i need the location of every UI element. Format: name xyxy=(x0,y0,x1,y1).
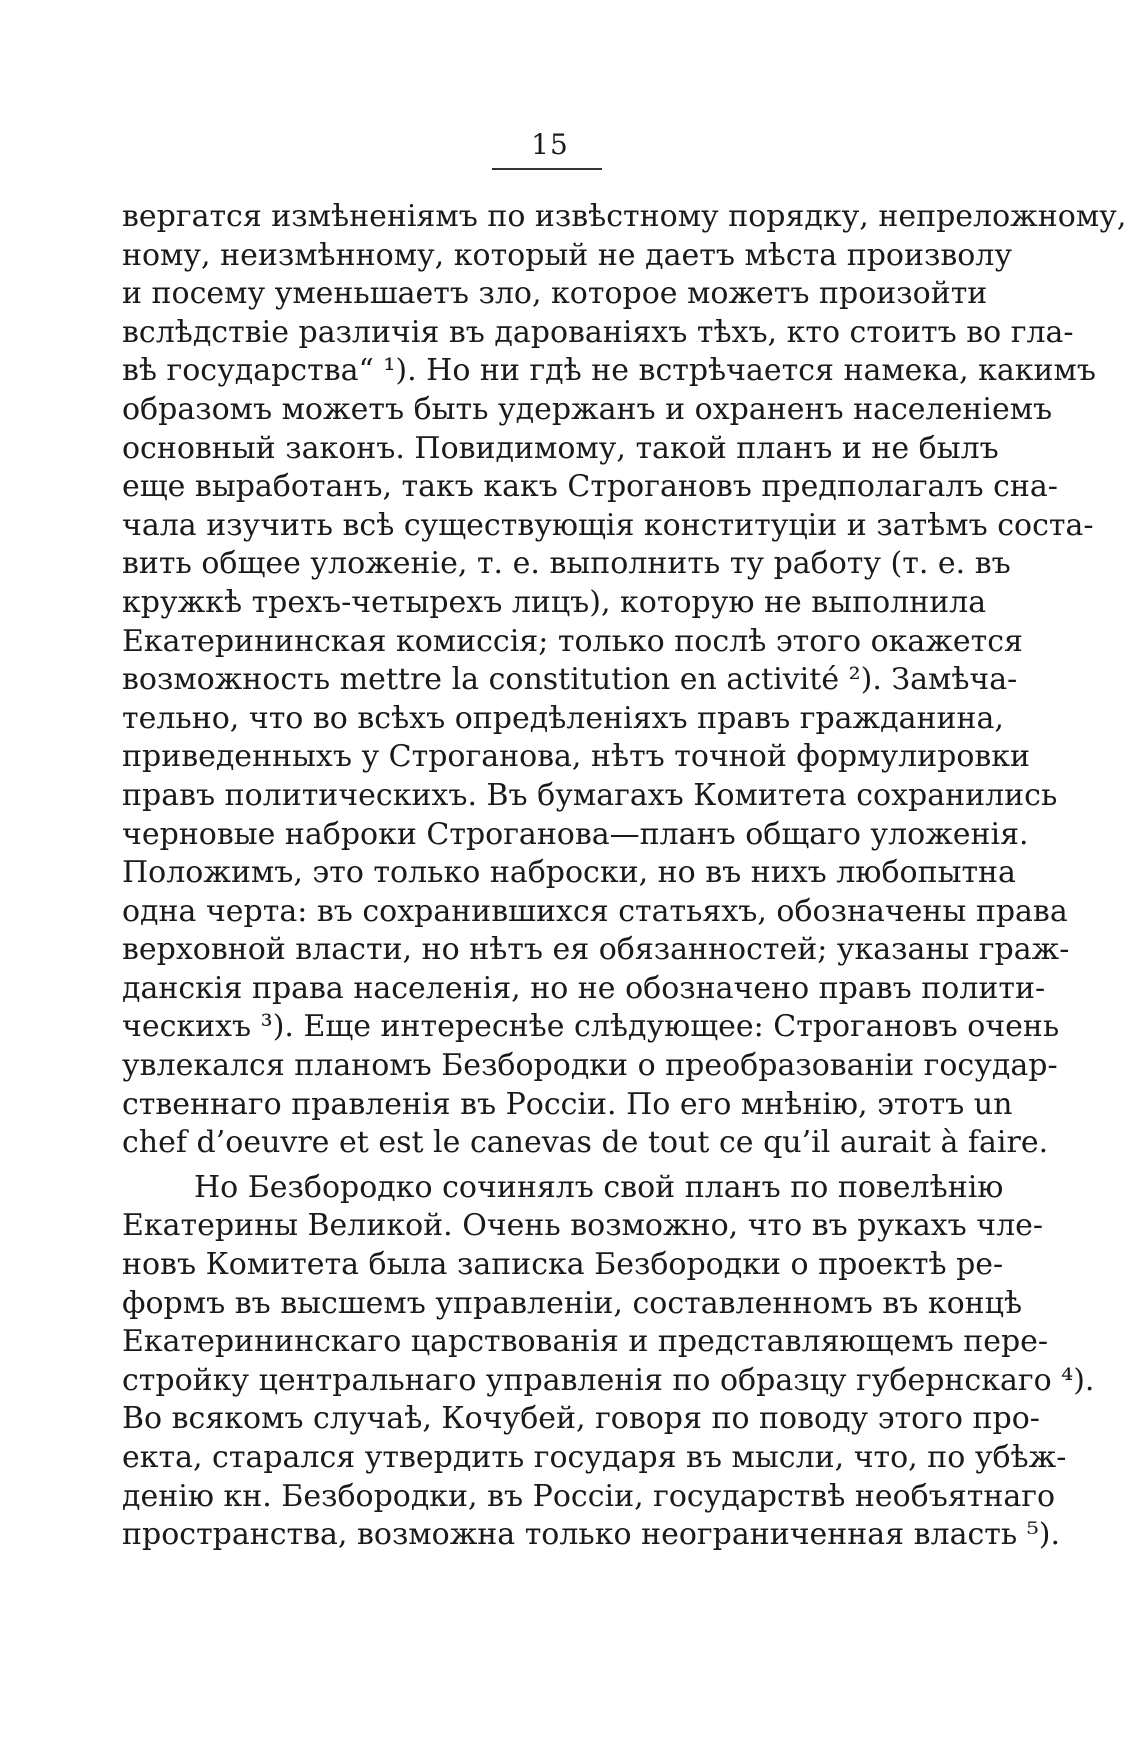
paragraph xyxy=(122,1169,1095,1555)
text-line: Екатерининскаго царствованія и представляющемъ пере- xyxy=(122,1324,1049,1360)
text-line: ческихъ ³). Еще интереснѣе слѣдующее: Строгановъ очень xyxy=(122,1009,1060,1045)
body-text xyxy=(122,198,1127,1555)
text-line: одна черта: въ сохранившихся статьяхъ, обозначены права xyxy=(122,893,1068,929)
text-line: пространства, возможна только неограниченная власть ⁵). xyxy=(122,1517,1061,1553)
paragraph xyxy=(122,198,1127,1163)
text-line: основный законъ. Повидимому, такой планъ и не былъ xyxy=(122,430,999,466)
text-line: вслѣдствіе различія въ дарованіяхъ тѣхъ, кто стоитъ во гла- xyxy=(122,314,1074,350)
text-line: формъ въ высшемъ управленіи, составленномъ въ концѣ xyxy=(122,1285,1023,1321)
text-line: Положимъ, это только наброски, но въ нихъ любопытна xyxy=(122,855,1016,891)
text-line: данскія права населенія, но не обозначено правъ полити- xyxy=(122,970,1046,1006)
text-line: черновые наброки Строганова—планъ общаго уложенія. xyxy=(122,816,1029,852)
text-line: приведенныхъ у Строганова, нѣтъ точной формулировки xyxy=(122,739,1031,775)
text-line: Во всякомъ случаѣ, Кочубей, говоря по поводу этого про- xyxy=(122,1401,1040,1437)
text-line: верховной власти, но нѣтъ ея обязанностей; указаны граж- xyxy=(122,932,1070,968)
text-line: Екатерины Великой. Очень возможно, что въ рукахъ чле- xyxy=(122,1208,1044,1244)
text-line: ственнаго правленія въ Россіи. По его мнѣнію, этотъ un xyxy=(122,1086,1013,1122)
text-line: правъ политическихъ. Въ бумагахъ Комитета сохранились xyxy=(122,777,1058,813)
text-line: образомъ можетъ быть удержанъ и охраненъ населеніемъ xyxy=(122,391,1053,427)
text-line: денію кн. Безбородки, въ Россіи, государствѣ необъятнаго xyxy=(122,1478,1056,1514)
text-line: Но Безбородко сочинялъ свой планъ по повелѣнію xyxy=(194,1169,1004,1205)
text-line: и посему уменьшаетъ зло, которое можетъ произойти xyxy=(122,276,988,312)
text-line: вергатся измѣненіямъ по извѣстному порядку, непреложному, xyxy=(122,199,1127,234)
text-line: еще выработанъ, такъ какъ Строгановъ предполагалъ сна- xyxy=(122,469,1058,505)
page-number-rule xyxy=(492,168,602,170)
text-line: екта, старался утвердить государя въ мысли, что, по убѣж- xyxy=(122,1440,1067,1475)
text-line: увлекался планомъ Безбородки о преобразованіи государ- xyxy=(122,1048,1058,1084)
text-line: возможность mettre la constitution en activité ²). Замѣча- xyxy=(122,662,1018,698)
text-line: новъ Комитета была записка Безбородки о проектѣ ре- xyxy=(122,1247,1004,1283)
text-line: тельно, что во всѣхъ опредѣленіяхъ правъ гражданина, xyxy=(122,700,1004,736)
text-line: чала изучить всѣ существующія конституціи и затѣмъ соста- xyxy=(122,507,1094,543)
text-line: вѣ государства“ ¹). Но ни гдѣ не встрѣчается намека, какимъ xyxy=(122,353,1096,389)
page-number: 15 xyxy=(531,128,569,161)
text-line: кружкѣ трехъ-четырехъ лицъ), которую не выполнила xyxy=(122,584,987,620)
text-line: ному, неизмѣнному, который не даетъ мѣста произволу xyxy=(122,237,1012,273)
text-line: chef d’oeuvre et est le canevas de tout ce qu’il aurait à faire. xyxy=(122,1125,1049,1161)
text-line: Екатерининская комиссія; только послѣ этого окажется xyxy=(122,623,1023,659)
text-line: вить общее уложеніе, т. е. выполнить ту работу (т. е. въ xyxy=(122,546,1011,582)
text-line: стройку центральнаго управленія по образцу губернскаго ⁴). xyxy=(122,1362,1095,1398)
